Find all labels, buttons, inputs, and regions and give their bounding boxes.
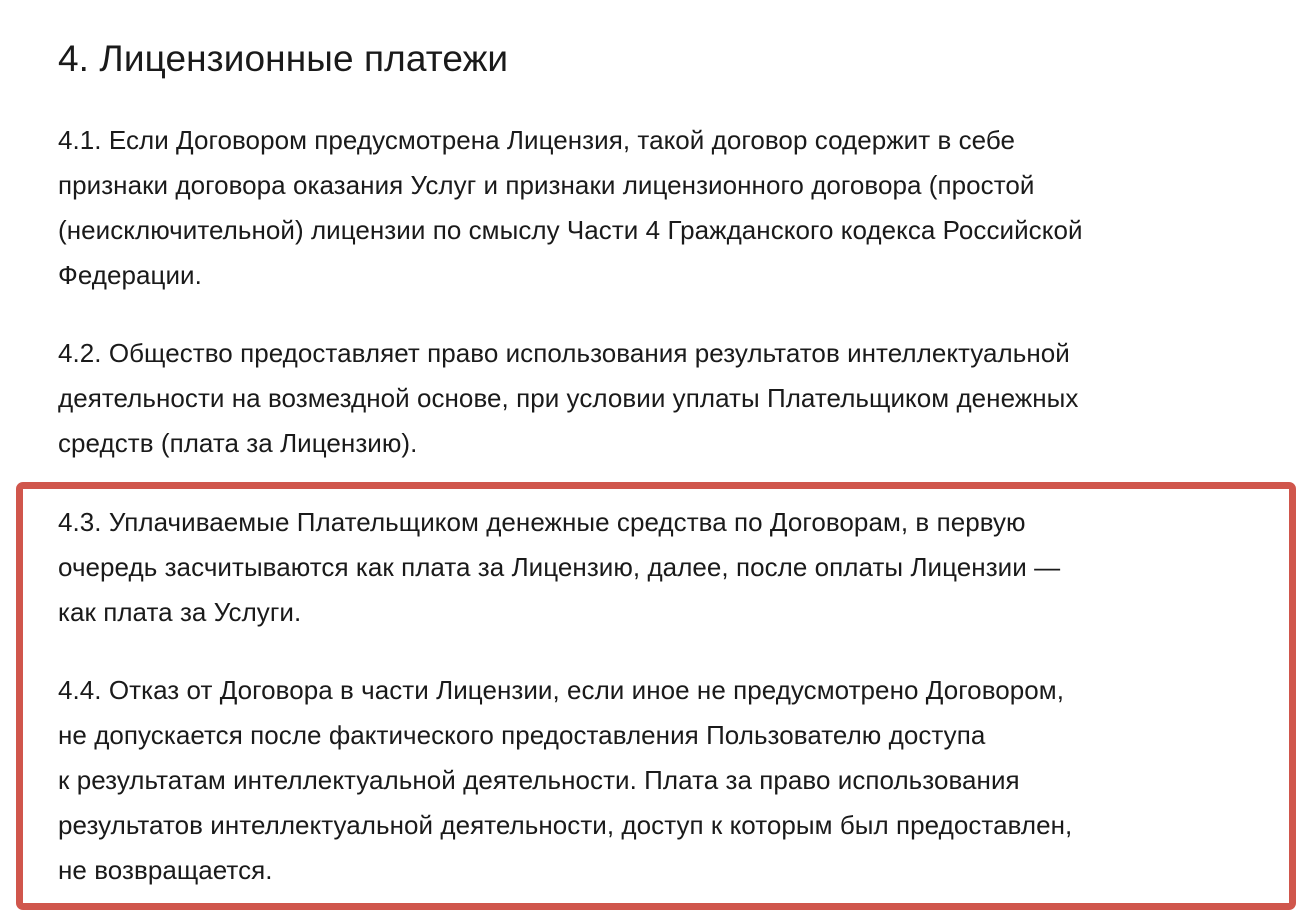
paragraph-line: Федерации. [58,260,202,290]
paragraph-line: 4.2. Общество предоставляет право использования результатов интеллектуальной [58,338,1070,368]
paragraph-line: не допускается после фактического предоставления Пользователю доступа [58,720,986,750]
paragraph-line: 4.4. Отказ от Договора в части Лицензии, если иное не предусмотрено Договором, [58,675,1064,705]
paragraph-4-3 [58,500,1060,635]
paragraph-4-2 [58,331,1078,466]
paragraph-line: 4.3. Уплачиваемые Плательщиком денежные средства по Договорам, в первую [58,507,1026,537]
paragraph-line: средств (плата за Лицензию). [58,428,418,458]
paragraph-line: как плата за Услуги. [58,597,302,627]
paragraph-line: не возвращается. [58,855,273,885]
paragraph-line: к результатам интеллектуальной деятельности. Плата за право использования [58,765,1020,795]
paragraph-4-4 [58,668,1072,893]
paragraph-4-1 [58,118,1083,298]
paragraph-line: признаки договора оказания Услуг и признаки лицензионного договора (простой [58,170,1035,200]
section-title: 4. Лицензионные платежи [58,38,509,79]
paragraph-line: результатов интеллектуальной деятельности, доступ к которым был предоставлен, [58,810,1073,840]
paragraph-line: очередь засчитываются как плата за Лицензию, далее, после оплаты Лицензии — [58,552,1061,582]
paragraph-line: (неисключительной) лицензии по смыслу Части 4 Гражданского кодекса Российской [58,215,1083,245]
paragraph-line: 4.1. Если Договором предусмотрена Лицензия, такой договор содержит в себе [58,125,1016,155]
paragraph-line: деятельности на возмездной основе, при условии уплаты Плательщиком денежных [58,383,1079,413]
